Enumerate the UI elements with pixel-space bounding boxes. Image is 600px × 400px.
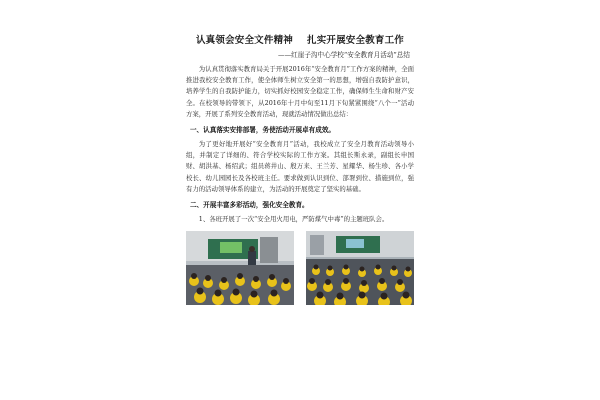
classroom-photo-left xyxy=(186,231,294,305)
title-part-2: 扎实开展安全教育工作 xyxy=(307,35,405,46)
document-page xyxy=(186,34,414,374)
title-part-1: 认真领会安全文件精神 xyxy=(195,35,293,46)
classroom-photo-right xyxy=(306,231,414,305)
intro-paragraph: 为认真贯彻落实教育局关于开展2016年“安全教育月”工作方案的精神，全面推进我校安全教育工作，使全体师生树立安全第一的思想，增强自我防护意识，培养学生的自我防护能力，切实抓好校园安全稳定工作，确保师生生命和财产安全。在校领导的带领下，从2016年十月中旬至11月下旬紧紧围绕“八个一”活动方案，开展了系列安全教育活动，现就活动情况做出总结： xyxy=(186,65,414,118)
section-2-item-1: 1、各班开展了一次“安全用火用电，严防煤气中毒”的主题班队会。 xyxy=(198,215,389,224)
section-1-heading: 一、认真落实安排部署，务使活动开展卓有成效。 xyxy=(189,126,336,135)
section-2-heading: 二、开展丰富多彩活动，强化安全教育。 xyxy=(189,201,309,210)
document-title xyxy=(186,34,414,48)
document-subtitle: ——红崖子沟中心学校“安全教育月活动”总结 xyxy=(277,51,410,59)
section-1-paragraph: 为了更好地开展好“安全教育月”活动，我校成立了安全月教育活动领导小组，并制定了详细的、符合学校实际的工作方案。其组长斯永录，副组长申国财、胡洪基、杨绍武；组员蒋井山、殷万来、王兰芳、星耀华、杨生珍、各小学校长、幼儿园园长及各校班主任。要求做到认识到位、部署到位、措施到位，强有力的活动领导体系的建立，为活动的开展奠定了坚实的基础。 xyxy=(186,140,414,193)
photo-row xyxy=(186,231,414,305)
